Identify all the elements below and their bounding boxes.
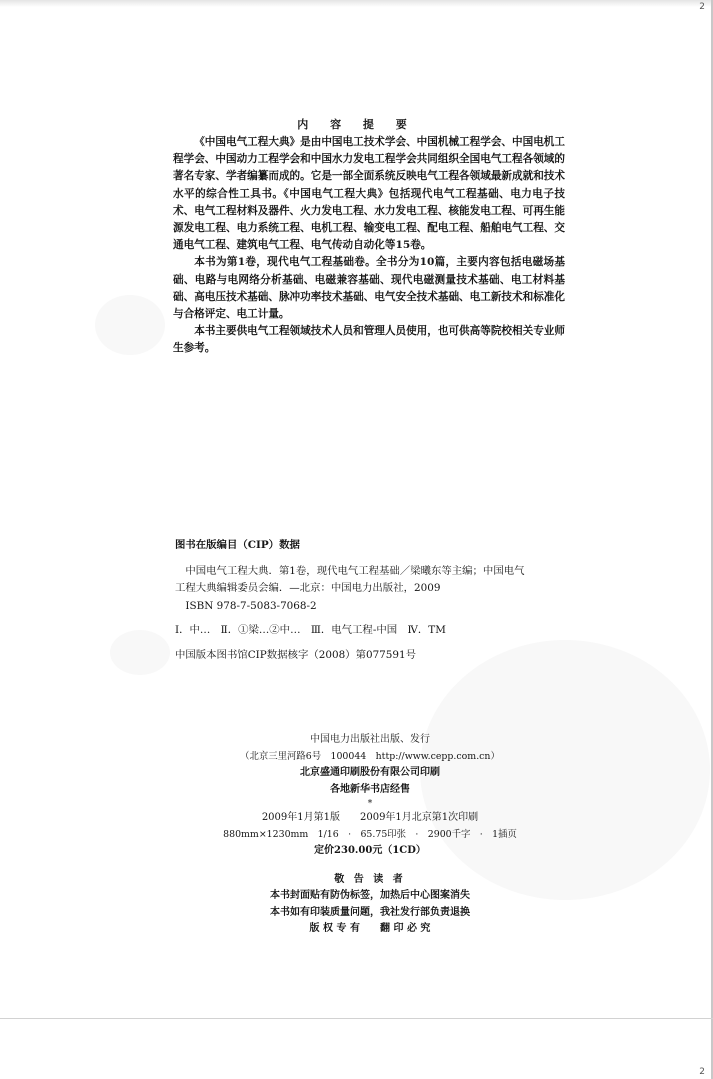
- divider-star: *: [367, 799, 373, 809]
- publisher-line: 中国电力出版社出版、发行: [310, 734, 430, 745]
- cip-entry-line: 中国电气工程大典．第1卷，现代电气工程基础／梁曦东等主编；中国电气: [185, 565, 525, 577]
- imprint-block: [200, 732, 540, 938]
- summary-title: 内 容 提 要: [297, 118, 416, 131]
- imprint-gap: [200, 860, 540, 872]
- printer-line: 北京盛通印刷股份有限公司印刷: [300, 767, 440, 778]
- cip-entry-line: 工程大典编辑委员会编．—北京：中国电力出版社，2009: [175, 582, 441, 595]
- page-top-edge: [0, 0, 713, 7]
- summary-paragraph: 本书主要供电气工程领域技术人员和管理人员使用，也可供高等院校相关专业师生参考。: [173, 325, 565, 355]
- cip-heading: 图书在版编目（CIP）数据: [175, 539, 300, 551]
- scan-smudge: [110, 630, 170, 675]
- page-bottom-rule: [0, 1018, 713, 1019]
- cip-classification: Ⅰ．中… Ⅱ．①梁…②中… Ⅲ．电气工程-中国 Ⅳ．TM: [175, 624, 446, 637]
- copyright-line: 版 权 专 有 翻 印 必 究: [309, 923, 431, 934]
- cip-record-number: 中国版本图书馆CIP数据核字（2008）第077591号: [175, 648, 417, 661]
- corner-mark-bottom: 2: [699, 1067, 705, 1077]
- summary-block: [173, 134, 565, 358]
- scan-smudge: [95, 295, 165, 355]
- distributor-line: 各地新华书店经售: [330, 783, 410, 795]
- edition-line: 2009年1月第1版 2009年1月北京第1次印刷: [261, 812, 479, 823]
- cip-gap: [175, 615, 570, 622]
- address-line: （北京三里河路6号 100044 http://www.cepp.com.cn）: [240, 750, 500, 762]
- corner-mark-top: 2: [699, 2, 705, 12]
- format-line: 880mm×1230mm 1/16 · 65.75印张 · 2900千字 · 1插页: [223, 828, 517, 840]
- notice-line: 本书如有印装质量问题，我社发行部负责退换: [270, 906, 470, 918]
- summary-paragraph: 《中国电气工程大典》是由中国电工技术学会、中国机械工程学会、中国电机工程学会、中国动力工程学会和中国水力发电工程学会共同组织全国电气工程各领域的著名专家、学者编纂而成的。它是一部全面系统反映电气工程各领域最新成就和技术水平的综合性工具书。《中国电气工程大典》包括现代电气工程基础、电力电子技术、电气工程材料及器件、火力发电工程、水力发电工程、核能发电工程、可再生能源发电工程、电力系统工程、电机工程、输变电工程、配电工程、船舶电气工程、交通电气工程、建筑电气工程、电气传动自动化等15卷。: [173, 136, 565, 252]
- summary-paragraph: 本书为第1卷，现代电气工程基础卷。全书分为10篇，主要内容包括电磁场基础、电路与电网络分析基础、电磁兼容基础、现代电磁测量技术基础、电工材料基础、高电压技术基础、脉冲功率技术基础、电气安全技术基础、电工新技术和标准化与合格评定、电工计量。: [173, 256, 565, 321]
- notice-title: 敬 告 读 者: [334, 873, 406, 885]
- cip-block: [175, 536, 570, 664]
- cip-gap: [175, 640, 570, 647]
- cip-isbn: ISBN 978-7-5083-7068-2: [185, 599, 317, 612]
- notice-line: 本书封面贴有防伪标签，加热后中心图案消失: [270, 890, 470, 901]
- price-line: 定价230.00元（1CD）: [314, 845, 426, 856]
